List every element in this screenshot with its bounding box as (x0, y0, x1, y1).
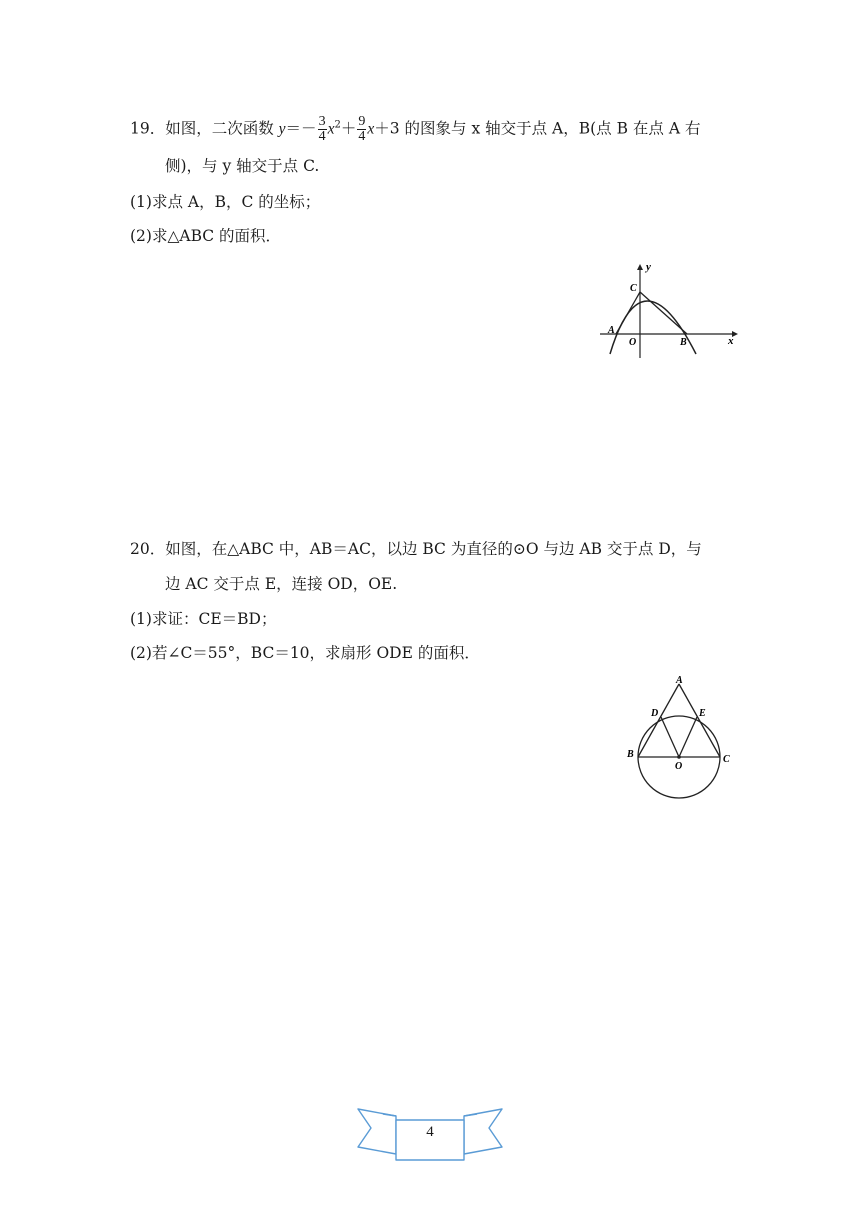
y-axis-arrow-icon (637, 264, 643, 270)
q19-x1: x (327, 120, 335, 138)
q19-x2: x (367, 120, 375, 138)
q19-frac1-den: 4 (318, 129, 326, 144)
label-x: x (728, 335, 734, 347)
label-O: O (629, 337, 637, 348)
q19-square: 2 (334, 119, 341, 131)
label-B: B (627, 749, 634, 760)
q20-part1: (1)求证：CE＝BD； (130, 610, 277, 628)
q19-line1 (130, 115, 700, 144)
label-O: O (675, 761, 683, 772)
q19-parabola-figure (600, 262, 740, 362)
segment-OD (661, 717, 679, 757)
label-E: E (699, 708, 706, 719)
q19-intro: 19．如图，二次函数 (130, 119, 279, 138)
q19-part1: (1)求点 A，B，C 的坐标； (130, 193, 321, 211)
q19-frac2-den: 4 (358, 129, 366, 144)
label-A: A (676, 675, 683, 686)
q19-line2: 侧)，与 y 轴交于点 C. (165, 157, 320, 175)
q19-y: y (278, 120, 286, 138)
q19-eq: ＝－ (285, 119, 317, 138)
page-number: 4 (426, 1124, 434, 1140)
q20-part2: (2)若∠C＝55°，BC＝10，求扇形 ODE 的面积． (130, 644, 480, 662)
q19-frac1-num: 3 (318, 114, 326, 129)
segment-OE (679, 717, 697, 757)
q19-plus: ＋ (340, 119, 357, 138)
segment-AC (679, 684, 720, 757)
segment-AC (616, 292, 640, 334)
q19-frac2-num: 9 (358, 114, 366, 129)
q19-tail: ＋3 的图象与 x 轴交于点 A，B(点 B 在点 A 右 (374, 119, 701, 138)
label-D: D (651, 708, 659, 719)
q20-circle-figure (622, 672, 742, 802)
q19-part2: (2)求△ABC 的面积． (130, 227, 282, 245)
label-C: C (630, 283, 637, 294)
q19-frac2 (357, 115, 366, 144)
segment-AB (638, 684, 679, 757)
q20-line2: 边 AC 交于点 E，连接 OD，OE. (165, 575, 398, 593)
label-B: B (680, 337, 687, 348)
segment-CB (640, 292, 687, 334)
label-y: y (646, 262, 651, 273)
label-A: A (608, 325, 615, 336)
q20-line1: 20．如图，在△ABC 中，AB＝AC，以边 BC 为直径的⊙O 与边 AB 交于点 D，与 (130, 540, 702, 558)
center-dot (677, 755, 681, 759)
label-C: C (723, 754, 730, 765)
q19-frac1 (318, 115, 327, 144)
